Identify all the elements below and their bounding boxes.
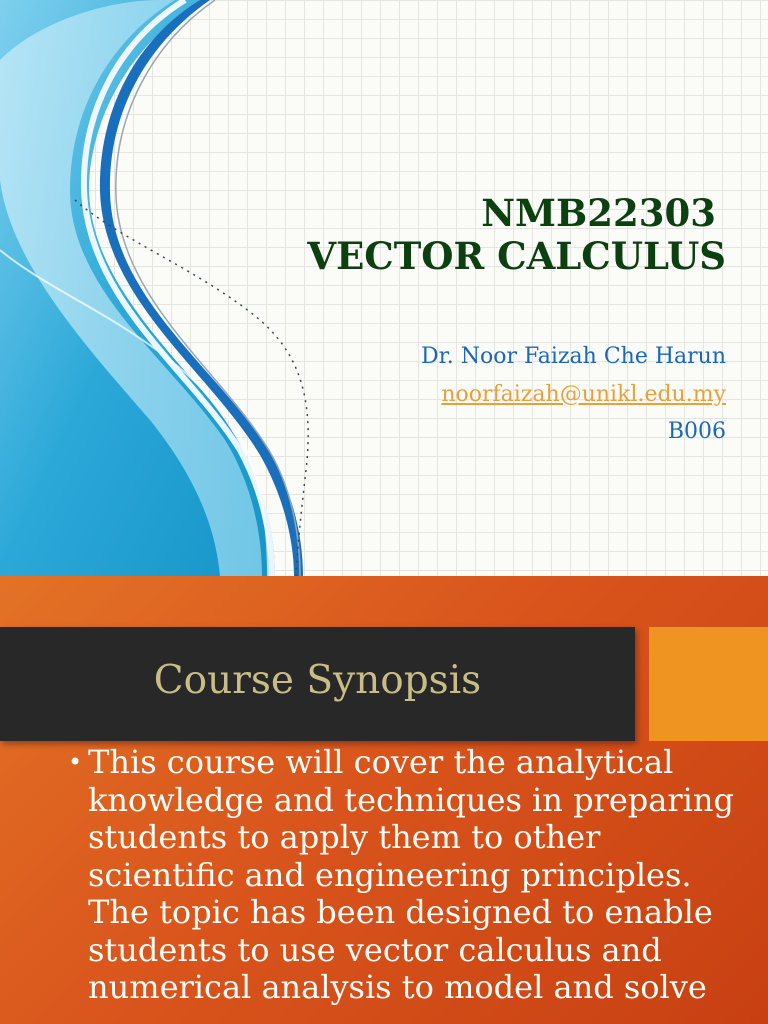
bullet-icon: • bbox=[68, 748, 83, 776]
email-link[interactable]: noorfaizah@unikl.edu.my bbox=[441, 381, 726, 407]
blue-swoosh-graphic bbox=[0, 0, 330, 576]
room-number: B006 bbox=[667, 419, 726, 444]
synopsis-body bbox=[68, 744, 748, 1007]
lecturer-name: Dr. Noor Faizah Che Harun bbox=[421, 344, 726, 369]
course-title: VECTOR CALCULUS bbox=[307, 234, 726, 278]
slide-heading: Course Synopsis bbox=[153, 658, 482, 703]
synopsis-slide bbox=[0, 576, 768, 1024]
accent-square bbox=[649, 627, 768, 741]
lecturer-info bbox=[421, 338, 726, 451]
heading-bar bbox=[0, 627, 635, 741]
course-title-block bbox=[307, 192, 726, 278]
course-code: NMB22303 bbox=[481, 191, 716, 235]
synopsis-paragraph: This course will cover the analytical knowledge and techniques in preparing students to apply them to other scientific and engineering principles. The topic has been designed to enable students to use vector calculus and numerical analysis to model and solve bbox=[88, 743, 734, 1006]
